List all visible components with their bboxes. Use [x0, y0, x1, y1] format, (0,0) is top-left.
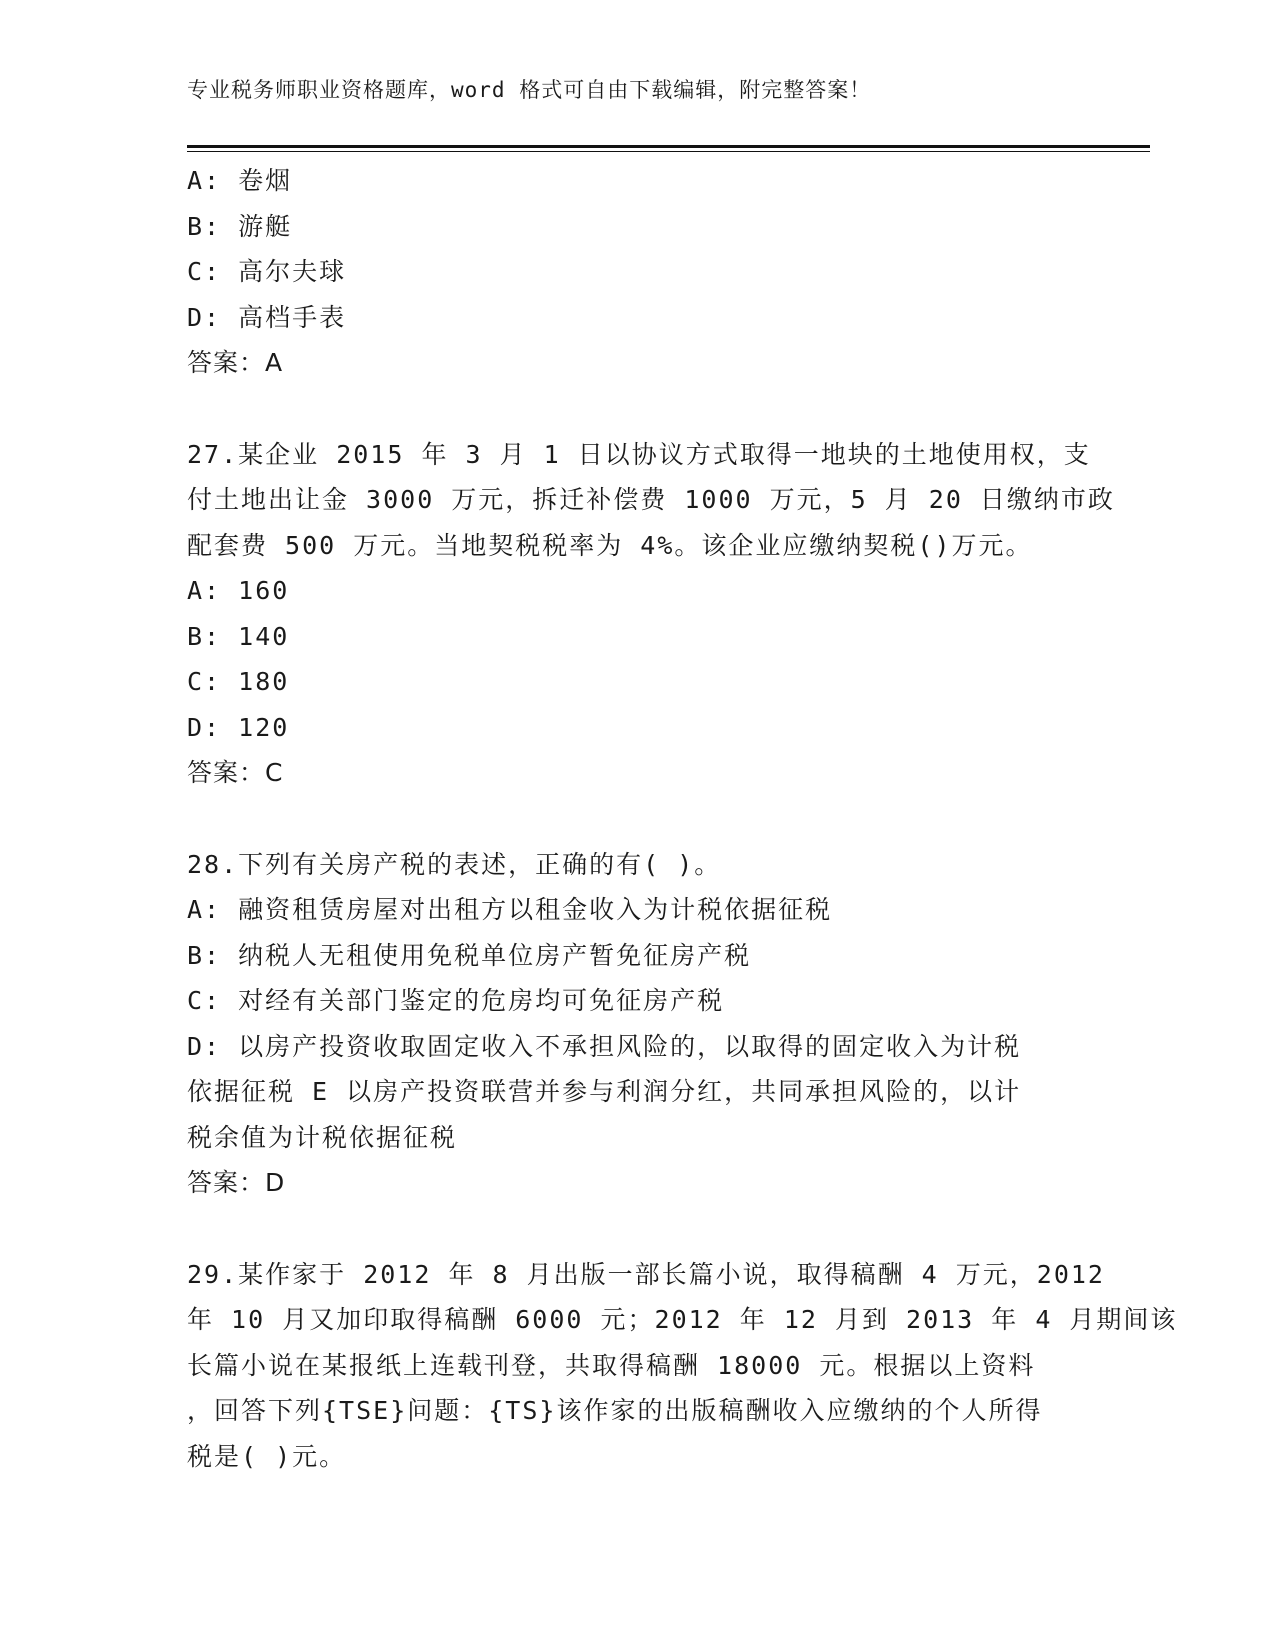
option-a: A: 融资租赁房屋对出租方以租金收入为计税依据征税 — [187, 895, 833, 924]
answer: 答案：D — [187, 1168, 286, 1197]
page-header: 专业税务师职业资格题库，word 格式可自由下载编辑，附完整答案！ — [187, 78, 872, 102]
option-d: D: 高档手表 — [187, 302, 347, 332]
option-c: C: 180 — [187, 667, 290, 696]
question-29 — [187, 1252, 1178, 1480]
option-d: D: 以房产投资收取固定收入不承担风险的，以取得的固定收入为计税 — [187, 1031, 1022, 1061]
option-a: A: 卷烟 — [187, 166, 293, 195]
answer: 答案：A — [187, 348, 284, 377]
question-27 — [187, 432, 1115, 796]
option-a: A: 160 — [187, 576, 290, 605]
document-body — [187, 158, 1178, 1479]
header-rule-thick — [187, 145, 1150, 148]
question-stem-line: 税是( )元。 — [187, 1441, 347, 1471]
question-stem-line: 28.下列有关房产税的表述，正确的有( )。 — [187, 849, 722, 879]
question-stem-line: 29.某作家于 2012 年 8 月出版一部长篇小说，取得稿酬 4 万元，2012 — [187, 1259, 1105, 1289]
option-b: B: 140 — [187, 621, 290, 651]
question-26 — [187, 158, 1087, 386]
option-b: B: 纳税人无租使用免税单位房产暂免征房产税 — [187, 940, 752, 970]
option-c: C: 对经有关部门鉴定的危房均可免征房产税 — [187, 986, 725, 1015]
option-b: B: 游艇 — [187, 211, 293, 241]
header-rule-thin — [187, 151, 1150, 152]
option-c: C: 高尔夫球 — [187, 257, 347, 286]
option-d-continued: 税余值为计税依据征税 — [187, 1122, 458, 1152]
question-stem-line: 长篇小说在某报纸上连载刊登，共取得稿酬 18000 元。根据以上资料 — [187, 1350, 1036, 1380]
question-stem-line: 年 10 月又加印取得稿酬 6000 元；2012 年 12 月到 2013 年 4 月期间该 — [187, 1305, 1178, 1334]
question-stem-line: 27.某企业 2015 年 3 月 1 日以协议方式取得一地块的土地使用权，支 — [187, 439, 1091, 469]
option-d: D: 120 — [187, 712, 290, 742]
option-d-continued: 依据征税 E 以房产投资联营并参与利润分红，共同承担风险的，以计 — [187, 1077, 1022, 1106]
question-stem-line: 付土地出让金 3000 万元，拆迁补偿费 1000 万元，5 月 20 日缴纳市政 — [187, 485, 1115, 514]
question-stem-line: ，回答下列{TSE}问题：{TS}该作家的出版稿酬收入应缴纳的个人所得 — [187, 1396, 1043, 1425]
answer: 答案：C — [187, 758, 284, 787]
question-stem-line: 配套费 500 万元。当地契税税率为 4%。该企业应缴纳契税()万元。 — [187, 530, 1033, 560]
question-28 — [187, 842, 1087, 1206]
